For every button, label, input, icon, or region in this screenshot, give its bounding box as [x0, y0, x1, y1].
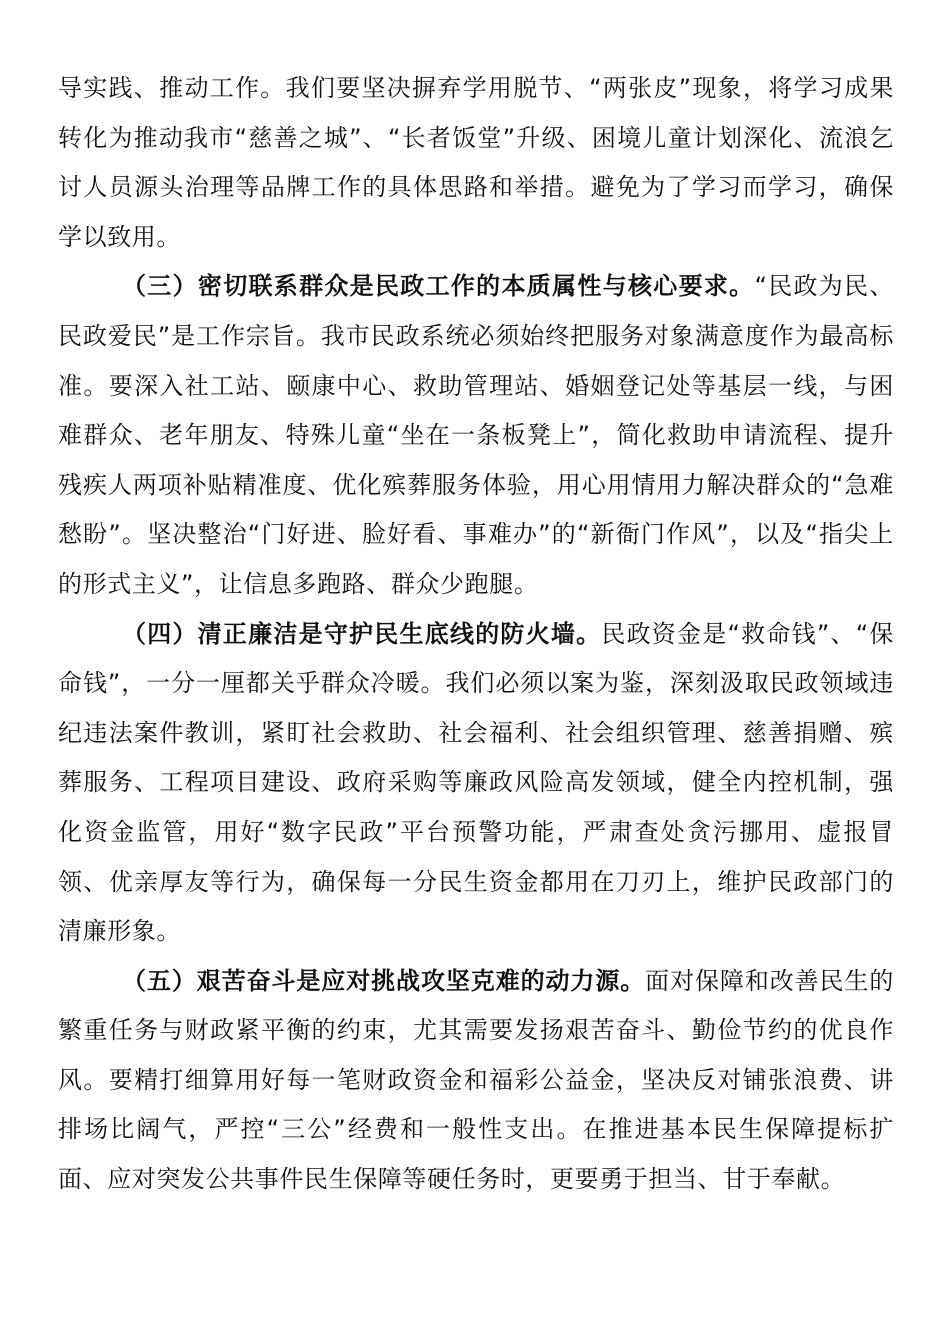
paragraph-section-5 — [58, 957, 894, 1205]
paragraph-section-4 — [58, 610, 894, 957]
paragraph-body: 民政资金是“救命钱”、“保命钱”，一分一厘都关乎群众冷暖。我们必须以案为鉴，深刻汲取民政领域违纪违法案件教训，紧盯社会救助、社会福利、社会组织管理、慈善捐赠、殡葬服务、工程项目建设、政府采购等廉政风险高发领域，健全内控机制，强化资金监管，用好“数字民政”平台预警功能，严肃查处贪污挪用、虚报冒领、优亲厚友等行为，确保每一分民生资金都用在刀刃上，维护民政部门的清廉形象。 — [58, 619, 894, 946]
section-heading: （五）艰苦奋斗是应对挑战攻坚克难的动力源。 — [122, 966, 646, 995]
paragraph-body: 导实践、推动工作。我们要坚决摒弃学用脱节、“两张皮”现象，将学习成果转化为推动我市“慈善之城”、“长者饭堂”升级、困境儿童计划深化、流浪乞讨人员源头治理等品牌工作的具体思路和举措。避免为了学习而学习，确保学以致用。 — [58, 74, 894, 251]
document-page — [58, 64, 894, 1205]
paragraph-continuation — [58, 64, 894, 262]
paragraph-section-3 — [58, 262, 894, 609]
section-heading: （三）密切联系群众是民政工作的本质属性与核心要求。 — [122, 272, 755, 301]
paragraph-body: 面对保障和改善民生的繁重任务与财政紧平衡的约束，尤其需要发扬艰苦奋斗、勤俭节约的优良作风。要精打细算用好每一笔财政资金和福彩公益金，坚决反对铺张浪费、讲排场比阔气，严控“三公”经费和一般性支出。在推进基本民生保障提标扩面、应对突发公共事件民生保障等硬任务时，更要勇于担当、甘于奉献。 — [58, 966, 894, 1194]
section-heading: （四）清正廉洁是守护民生底线的防火墙。 — [122, 619, 602, 648]
paragraph-body: “民政为民、民政爱民”是工作宗旨。我市民政系统必须始终把服务对象满意度作为最高标准。要深入社工站、颐康中心、救助管理站、婚姻登记处等基层一线，与困难群众、老年朋友、特殊儿童“坐在一条板凳上”，简化救助申请流程、提升残疾人两项补贴精准度、优化殡葬服务体验，用心用情用力解决群众的“急难愁盼”。坚决整治“门好进、脸好看、事难办”的“新衙门作风”，以及“指尖上的形式主义”，让信息多跑路、群众少跑腿。 — [58, 272, 894, 598]
